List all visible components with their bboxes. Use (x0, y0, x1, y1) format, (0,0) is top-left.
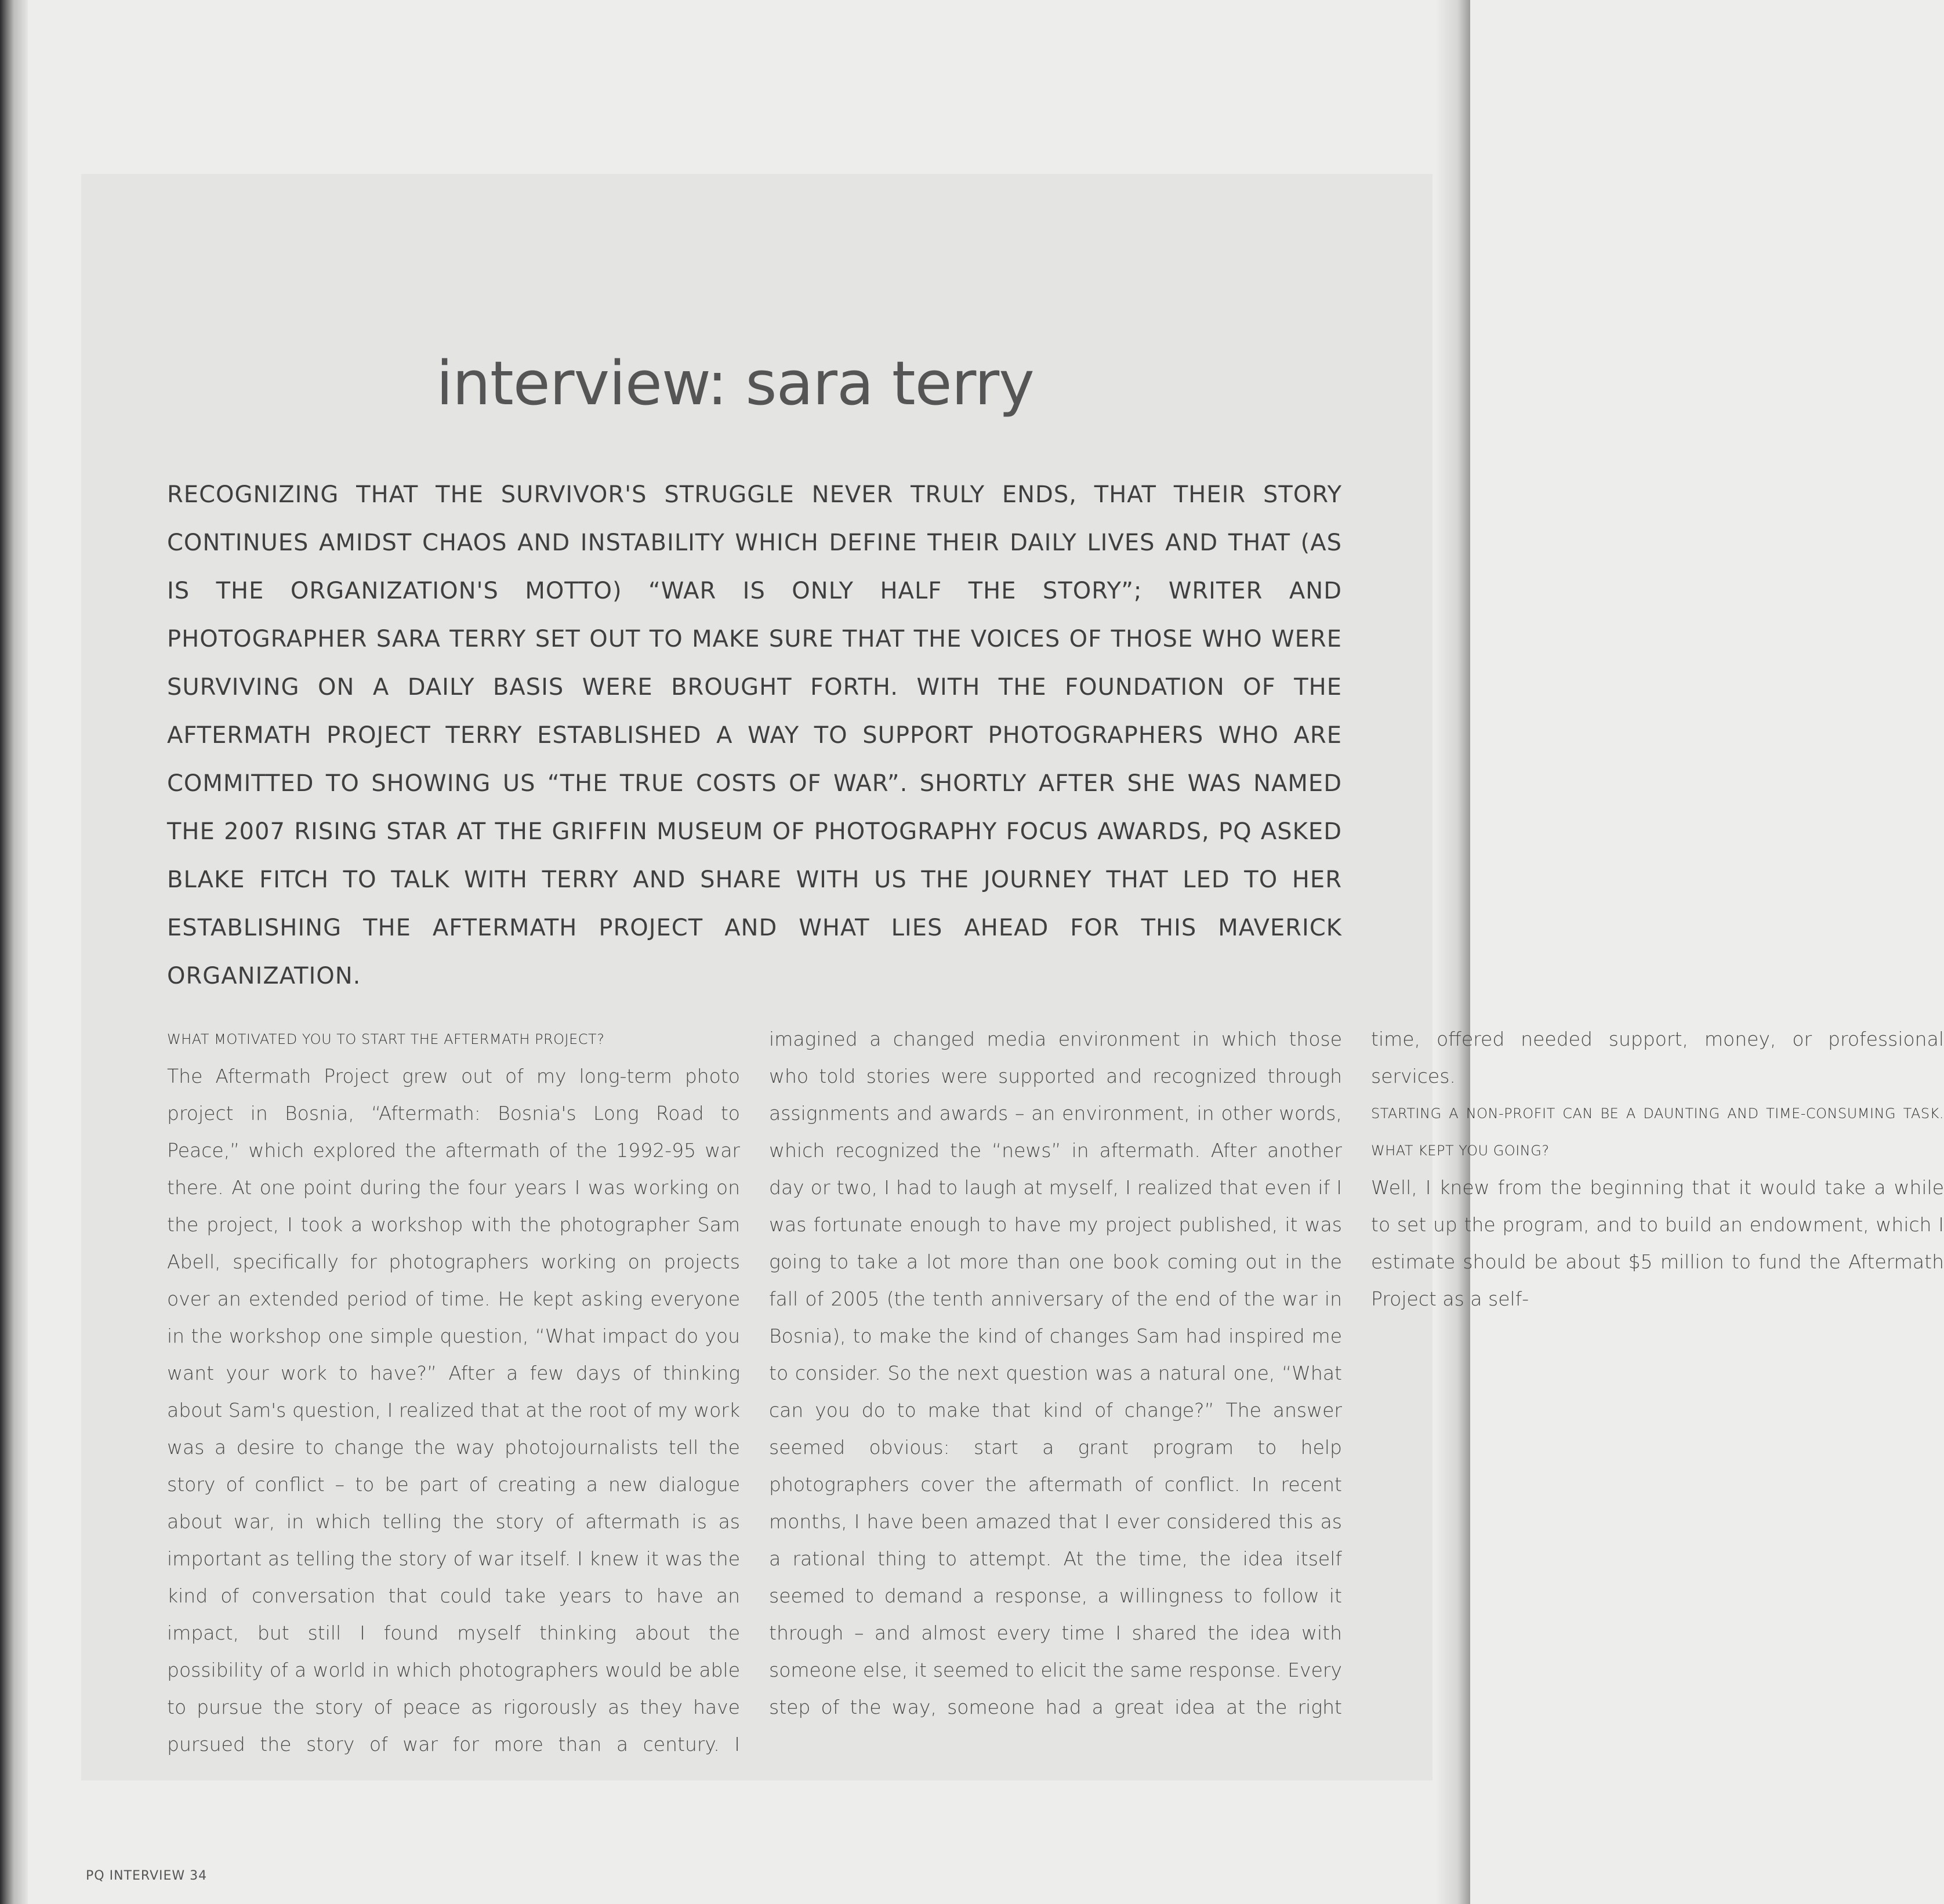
body-column (167, 1021, 1944, 1792)
page-curl-shadow (1435, 0, 1470, 1904)
interview-answer: The Aftermath Project grew out of my long-term photo project in Bosnia, “Aftermath: Bosnia's Long Road to Peace,” which explored the aftermath of the 1992-95 war there. At one point during the four years I was working on the project, I took a workshop with the photographer Sam Abell, specifically for photographers working on projects over an extended period of time. He kept asking everyone in the workshop one simple question, “What impact do you want your work to have?” After a few days of thinking about Sam's question, I realized that at the root of my work was a desire to change the way photojournalists tell the story of conflict – to be part of creating a new dialogue about war, in which telling the story of aftermath is as important as telling the story of war itself. I knew it was the kind of conversation that could take years to have an impact, but still I found myself thinking about the possibility of a world in which photographers would be able to pursue the story of peace as rigorously as they have pursued the story of war for more than a century. I imagined a changed media environment in which those who told stories were supported and recognized through assignments and awards – an environment, in other words, which recognized the “news” in aftermath. After another day or two, I had to laugh at myself, I realized that even if I was fortunate enough to have my project published, it was going to take a lot more than one book coming out in the fall of 2005 (the tenth anniversary of the end of the war in Bosnia), to make the kind of changes Sam had inspired me to consider. So the next question was a natural one, “What can you do to make that kind of change?” The answer seemed obvious: start a grant program to help photographers cover the aftermath of conflict. In recent months, I have been amazed that I ever considered this as a rational thing to attempt. At the time, the idea itself seemed to demand a response, a willingness to follow it through – and almost every time I shared the idea with someone else, it seemed to elicit the same response. Every step of the way, someone had a great idea at the right time, offered needed support, money, or professional services. (167, 1028, 1944, 1756)
interview-question: WHAT MOTIVATED YOU TO START THE AFTERMATH PROJECT? (167, 1031, 605, 1047)
interview-question: STARTING A NON-PROFIT CAN BE A DAUNTING AND TIME-CONSUMING TASK. WHAT KEPT YOU GOING? (1371, 1105, 1944, 1159)
page-binding-shadow (0, 0, 28, 1904)
page-folio: PQ INTERVIEW 34 (86, 1869, 208, 1883)
interview-answer: Well, I knew from the beginning that it would take a while to set up the program, and to build an endowment, which I estimate should be about $5 million to fund the Aftermath Project as a self- (1371, 1176, 1944, 1310)
article-intro: RECOGNIZING THAT THE SURVIVOR'S STRUGGLE NEVER TRULY ENDS, THAT THEIR STORY CONTINUES AMIDST CHAOS AND INSTABILITY WHICH DEFINE THEIR DAILY LIVES AND THAT (AS IS THE ORGANIZATION'S MOTTO) “WAR IS ONLY HALF THE STORY”; WRITER AND PHOTOGRAPHER SARA TERRY SET OUT TO MAKE SURE THAT THE VOICES OF THOSE WHO WERE SURVIVING ON A DAILY BASIS WERE BROUGHT FORTH. WITH THE FOUNDATION OF THE AFTERMATH PROJECT TERRY ESTABLISHED A WAY TO SUPPORT PHOTOGRAPHERS WHO ARE COMMITTED TO SHOWING US “THE TRUE COSTS OF WAR”. SHORTLY AFTER SHE WAS NAMED THE 2007 RISING STAR AT THE GRIFFIN MUSEUM OF PHOTOGRAPHY FOCUS AWARDS, PQ ASKED BLAKE FITCH TO TALK WITH TERRY AND SHARE WITH US THE JOURNEY THAT LED TO HER ESTABLISHING THE AFTERMATH PROJECT AND WHAT LIES AHEAD FOR THIS MAVERICK ORGANIZATION. (167, 481, 1342, 989)
article-body (167, 1021, 1944, 1792)
article-headline: interview: sara terry (436, 348, 1034, 419)
